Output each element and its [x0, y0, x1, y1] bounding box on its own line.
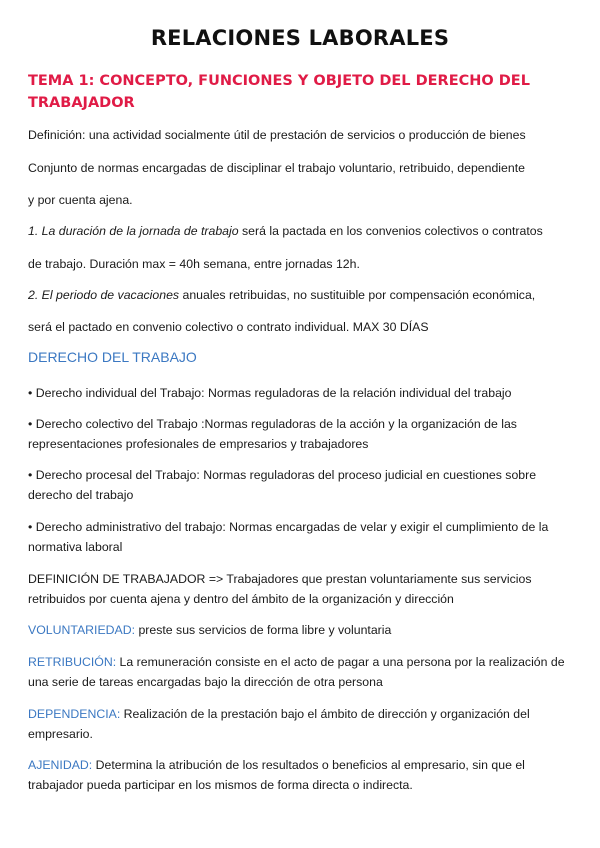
jornada-line-2: de trabajo. Duración max = 40h semana, entre jornadas 12h. [28, 257, 360, 271]
jornada-line-1 [28, 221, 573, 241]
vacaciones-line-1 [28, 285, 573, 305]
document-title: RELACIONES LABORALES [150, 26, 450, 50]
vacaciones-italic: 2. El periodo de vacaciones [28, 288, 180, 302]
bullet-administrativo: • Derecho administrativo del trabajo: Normas encargadas de velar y exigir el cumplimiento de la normativa laboral [28, 520, 549, 554]
derecho-heading: DERECHO DEL TRABAJO [28, 349, 197, 365]
term-retribucion [28, 652, 573, 692]
term-label: DEPENDENCIA: [28, 707, 121, 721]
definition-line: Definición: una actividad socialmente útil de prestación de servicios o producción de bienes [28, 128, 526, 142]
term-text: preste sus servicios de forma libre y voluntaria [135, 623, 392, 637]
term-voluntariedad [28, 620, 573, 640]
vacaciones-line-2: será el pactado en convenio colectivo o contrato individual. MAX 30 DÍAS [28, 320, 429, 334]
vacaciones-rest: anuales retribuidas, no sustituible por compensación económica, [179, 288, 536, 302]
conjunto-line-1: Conjunto de normas encargadas de disciplinar el trabajo voluntario, retribuido, dependiente [28, 161, 525, 175]
term-label: AJENIDAD: [28, 758, 93, 772]
bullet-procesal: • Derecho procesal del Trabajo: Normas reguladoras del proceso judicial en cuestiones sobre derecho del trabajo [28, 468, 537, 502]
jornada-rest: será la pactada en los convenios colectivos o contratos [238, 224, 543, 238]
conjunto-line-2: y por cuenta ajena. [28, 193, 133, 207]
term-dependencia [28, 704, 573, 744]
term-text: Realización de la prestación bajo el ámbito de dirección y organización del empresario. [28, 707, 530, 741]
term-text: Determina la atribución de los resultados o beneficios al empresario, sin que el trabajador pueda participar en los mismos de forma directa o indirecta. [28, 758, 525, 792]
term-label: VOLUNTARIEDAD: [28, 623, 136, 637]
trabajador-definition: DEFINICIÓN DE TRABAJADOR => Trabajadores que prestan voluntariamente sus servicios retribuidos por cuenta ajena y dentro del ámbito de la organización y dirección [28, 572, 532, 606]
topic-heading: TEMA 1: CONCEPTO, FUNCIONES Y OBJETO DEL DERECHO DEL TRABAJADOR [28, 73, 530, 111]
term-text: La remuneración consiste en el acto de pagar a una persona por la realización de una serie de tareas encargadas bajo la dirección de otra persona [28, 655, 565, 689]
bullet-colectivo: • Derecho colectivo del Trabajo :Normas reguladoras de la acción y la organización de las representaciones profesionales de empresarios y trabajadores [28, 417, 517, 451]
term-ajenidad [28, 755, 573, 795]
jornada-italic: 1. La duración de la jornada de trabajo [28, 224, 239, 238]
bullet-individual: • Derecho individual del Trabajo: Normas reguladoras de la relación individual del trabajo [28, 386, 512, 400]
term-label: RETRIBUCIÓN: [28, 655, 117, 669]
